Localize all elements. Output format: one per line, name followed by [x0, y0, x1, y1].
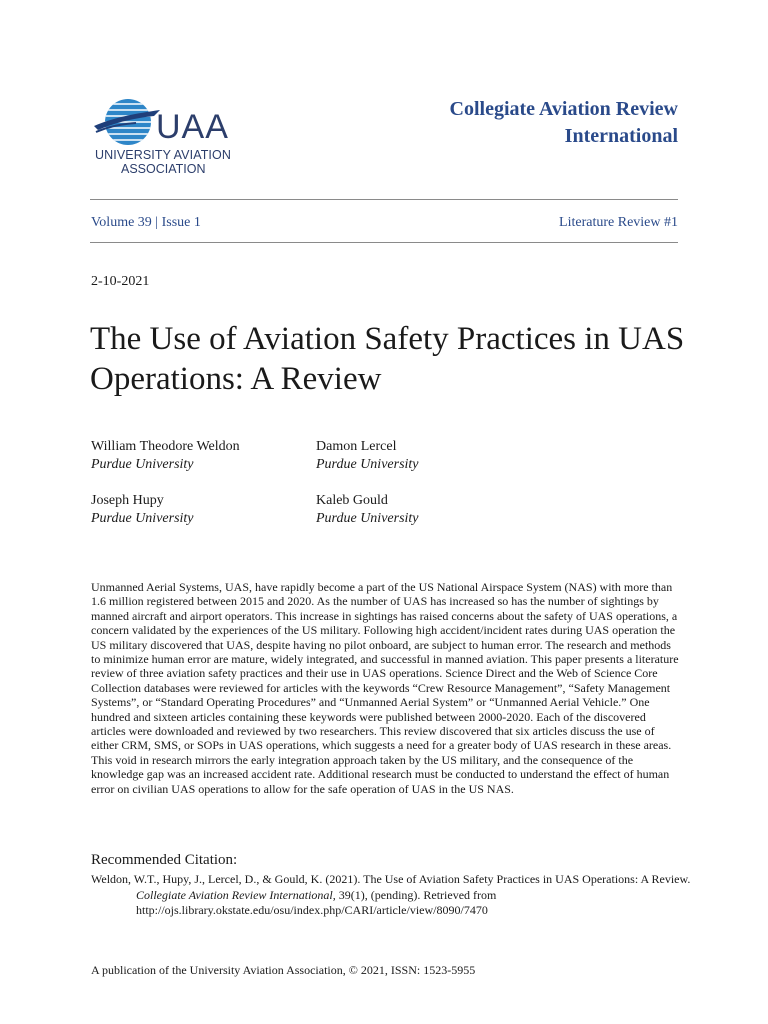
author-name: Damon Lercel [316, 439, 397, 454]
citation-journal: Collegiate Aviation Review International, [136, 887, 336, 902]
footer-publication-note: A publication of the University Aviation Association, © 2021, ISSN: 1523-5955 [91, 963, 476, 977]
journal-title-line-2: International [564, 125, 678, 147]
publication-date: 2-10-2021 [91, 274, 150, 289]
journal-title [450, 96, 678, 150]
volume-issue: Volume 39 | Issue 1 [91, 215, 201, 230]
citation-text: Weldon, W.T., Hupy, J., Lercel, D., & Gould, K. (2021). The Use of Aviation Safety Practices in UAS Operations: A Review. [91, 872, 691, 886]
author-affiliation: Purdue University [316, 511, 419, 526]
author-block [316, 438, 419, 474]
logo-name-line-1: UNIVERSITY AVIATION [95, 148, 231, 162]
author-name: Kaleb Gould [316, 493, 388, 508]
header-divider-top [90, 199, 678, 200]
author-affiliation: Purdue University [91, 457, 194, 472]
author-affiliation: Purdue University [316, 457, 419, 472]
citation-details: 39(1), (pending). Retrieved from http://ojs.library.okstate.edu/osu/index.php/CARI/article/view/8090/7470 [136, 887, 497, 917]
article-type: Literature Review #1 [559, 215, 678, 230]
author-block [316, 492, 419, 528]
globe-icon [92, 96, 162, 148]
author-block [91, 438, 240, 474]
logo-abbreviation: UAA [156, 108, 229, 146]
author-name: Joseph Hupy [91, 493, 164, 508]
author-affiliation: Purdue University [91, 511, 194, 526]
journal-title-line-1: Collegiate Aviation Review [449, 98, 678, 120]
author-block [91, 492, 194, 528]
abstract: Unmanned Aerial Systems, UAS, have rapidly become a part of the US National Airspace System (NAS) with more than 1.6 million registered between 2015 and 2020. As the number of UAS has increased so has the number of sightings by manned aircraft and airport operators. This increase in sightings has raised concerns about the safety of UAS operations, a concern validated by the experiences of the US military. Following high accident/incident rates during UAS operation the US military discovered that UAS, despite having no pilot onboard, are subject to human error. The research and methods to minimize human error are mature, widely integrated, and successful in manned aviation. This paper presents a literature review of three aviation safety practices and their use in UAS operations. Science Direct and the Web of Science Core Collection databases were reviewed for articles with the keywords “Crew Resource Management”, “Safety Management Systems”, or “Standard Operating Procedures” and “Unmanned Aerial System” or “Unmanned Aerial Vehicle.” One hundred and sixteen articles containing these keywords were published between 2000-2020. Each of the discovered articles were downloaded and reviewed by two researchers. This review discovered that six articles discuss the use of either CRM, SMS, or SOPs in UAS operations, which suggests a need for a greater body of UAS research in these areas. This void in research mirrors the early integration approach taken by the US military, and the consequence of the knowledge gap was an increased accident rate. Additional research must be conducted to understand the effect of human error on civilian UAS operations to allow for the safe operation of UAS in the US NAS. [91, 580, 679, 796]
header-divider-bottom [90, 242, 678, 243]
author-name: William Theodore Weldon [91, 439, 240, 454]
uaa-logo [92, 96, 252, 180]
citation-heading: Recommended Citation: [91, 852, 238, 868]
recommended-citation [91, 872, 726, 919]
logo-name-line-2: ASSOCIATION [121, 162, 206, 176]
article-title: The Use of Aviation Safety Practices in UAS Operations: A Review [90, 321, 685, 397]
